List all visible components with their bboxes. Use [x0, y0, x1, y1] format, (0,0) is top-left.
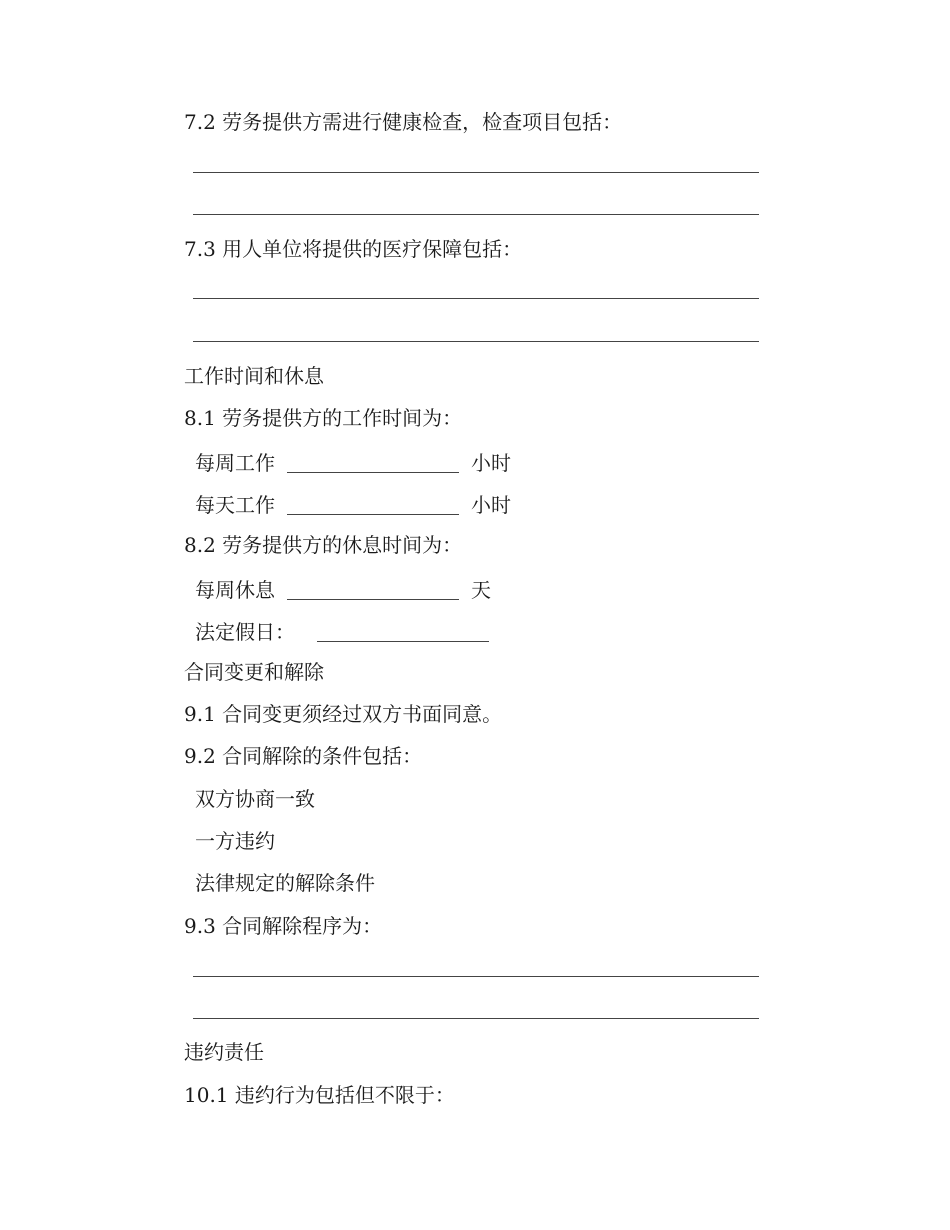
- weekly-rest-label: 每周休息: [195, 578, 275, 602]
- clause-8-2: 8.2 劳务提供方的休息时间为：: [184, 533, 463, 557]
- fill-line[interactable]: [193, 214, 759, 215]
- daily-hours-blank[interactable]: [287, 494, 459, 515]
- holiday-blank[interactable]: [317, 621, 489, 642]
- fill-line[interactable]: [193, 172, 759, 173]
- section-heading-change-termination: 合同变更和解除: [184, 660, 324, 684]
- clause-9-1: 9.1 合同变更须经过双方书面同意。: [184, 702, 503, 726]
- clause-7-3: 7.3 用人单位将提供的医疗保障包括：: [184, 237, 523, 261]
- clause-9-2: 9.2 合同解除的条件包括：: [184, 744, 423, 768]
- daily-work-label: 每天工作: [195, 493, 275, 517]
- section-heading-work-time: 工作时间和休息: [184, 364, 324, 388]
- list-item: 一方违约: [195, 829, 275, 853]
- daily-work-row: [195, 491, 511, 517]
- weekly-hours-blank[interactable]: [287, 452, 459, 473]
- section-heading-liability: 违约责任: [184, 1040, 264, 1064]
- weekly-work-label: 每周工作: [195, 451, 275, 475]
- clause-9-3: 9.3 合同解除程序为：: [184, 914, 383, 938]
- fill-line[interactable]: [193, 1018, 759, 1019]
- list-item: 双方协商一致: [195, 787, 315, 811]
- list-item: 法律规定的解除条件: [195, 871, 375, 895]
- fill-line[interactable]: [193, 976, 759, 977]
- weekly-rest-row: [195, 576, 491, 602]
- holiday-row: [195, 618, 501, 644]
- clause-7-2: 7.2 劳务提供方需进行健康检查，检查项目包括：: [184, 110, 623, 134]
- weekly-work-row: [195, 449, 511, 475]
- weekly-rest-blank[interactable]: [287, 579, 459, 600]
- holiday-label: 法定假日：: [195, 620, 295, 644]
- fill-line[interactable]: [193, 298, 759, 299]
- fill-line[interactable]: [193, 341, 759, 342]
- clause-10-1: 10.1 违约行为包括但不限于：: [184, 1083, 455, 1107]
- clause-8-1: 8.1 劳务提供方的工作时间为：: [184, 406, 463, 430]
- weekly-work-unit: 小时: [471, 451, 511, 475]
- daily-work-unit: 小时: [471, 493, 511, 517]
- weekly-rest-unit: 天: [471, 578, 491, 602]
